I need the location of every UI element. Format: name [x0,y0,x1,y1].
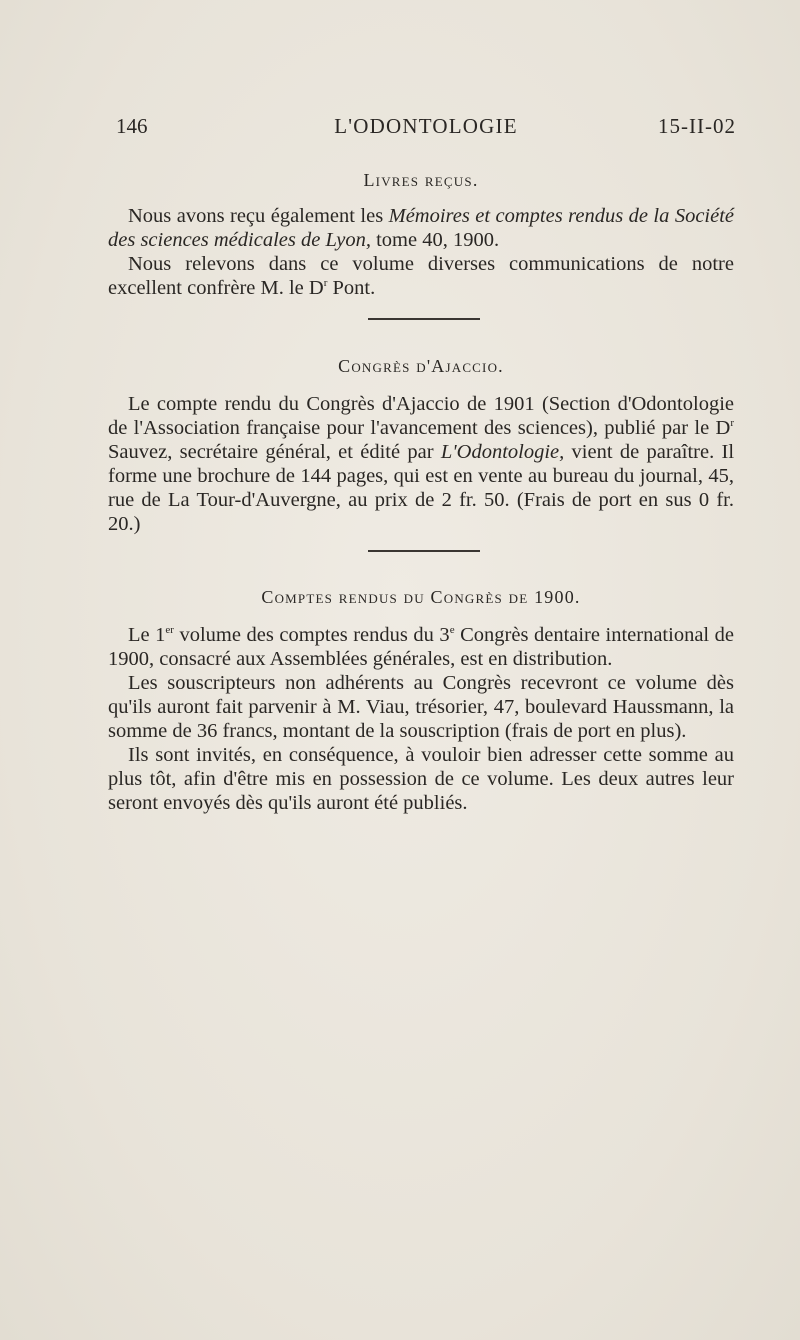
paragraph [108,392,734,536]
publication-title: Mémoires et comptes rendus de la Société des sciences médicales de Lyon, [108,205,735,251]
paragraph [108,623,734,671]
paragraph-text: Nous avons reçu également les [128,205,389,227]
paragraph-text: Le compte rendu du Congrès d'Ajaccio de 1901 (Section d'Odontologie de l'Association française pour l'avancement des sciences), publié par le D [108,393,734,439]
paragraph: Les souscripteurs non adhérents au Congrès recevront ce volume dès qu'ils auront fait parvenir à M. Viau, trésorier, 47, boulevard Haussmann, la somme de 36 francs, montant de la souscription (frais de port en plus). [108,672,734,742]
issue-date: 15-II-02 [658,114,736,138]
paragraph [108,252,734,300]
paragraph-text: Congrès dentaire international de 1900, consacré aux Assemblées générales, est en distribution. [108,624,734,670]
paragraph-text: Le 1 [128,624,166,646]
paragraph-text: Nous relevons dans ce volume diverses communications de notre excellent confrère M. le D [108,253,734,299]
paragraph-text: Sauvez, secrétaire général, et édité par [108,441,441,463]
section-heading-congres-ajaccio: Congrès d'Ajaccio. [338,356,504,376]
paragraph-text: Pont. [327,277,376,299]
journal-title: L'ODONTOLOGIE [334,114,518,138]
superscript: r [730,417,734,430]
section-heading-livres-recus: Livres reçus. [363,170,479,190]
running-head [116,114,736,144]
section-body-congres-ajaccio [108,392,734,536]
superscript: e [449,624,455,637]
superscript: er [165,624,174,637]
page-number: 146 [116,114,148,138]
section-body-comptes-rendus [108,623,734,815]
paragraph [108,204,734,252]
section-body-livres-recus [108,204,734,300]
paragraph-text: vient de paraître. Il forme une brochure de 144 pages, qui est en vente au bureau du journal, 45, rue de La Tour-d'Auvergne, au prix de 2 fr. 50. (Frais de port en sus 0 fr. 20.) [108,441,735,535]
paragraph: Ils sont invités, en conséquence, à vouloir bien adresser cette somme au plus tôt, afin d'être mis en possession de ce volume. Les deux autres leur seront envoyés dès qu'ils auront été publiés. [108,744,734,814]
paragraph-text: tome 40, 1900. [370,229,500,251]
publication-title: L'Odontologie, [440,441,565,463]
section-divider [368,550,480,552]
superscript: r [323,277,328,290]
section-divider [368,318,480,320]
section-heading-comptes-rendus: Comptes rendus du Congrès de 1900. [261,587,581,607]
paragraph-text: volume des comptes rendus du 3 [173,624,450,646]
